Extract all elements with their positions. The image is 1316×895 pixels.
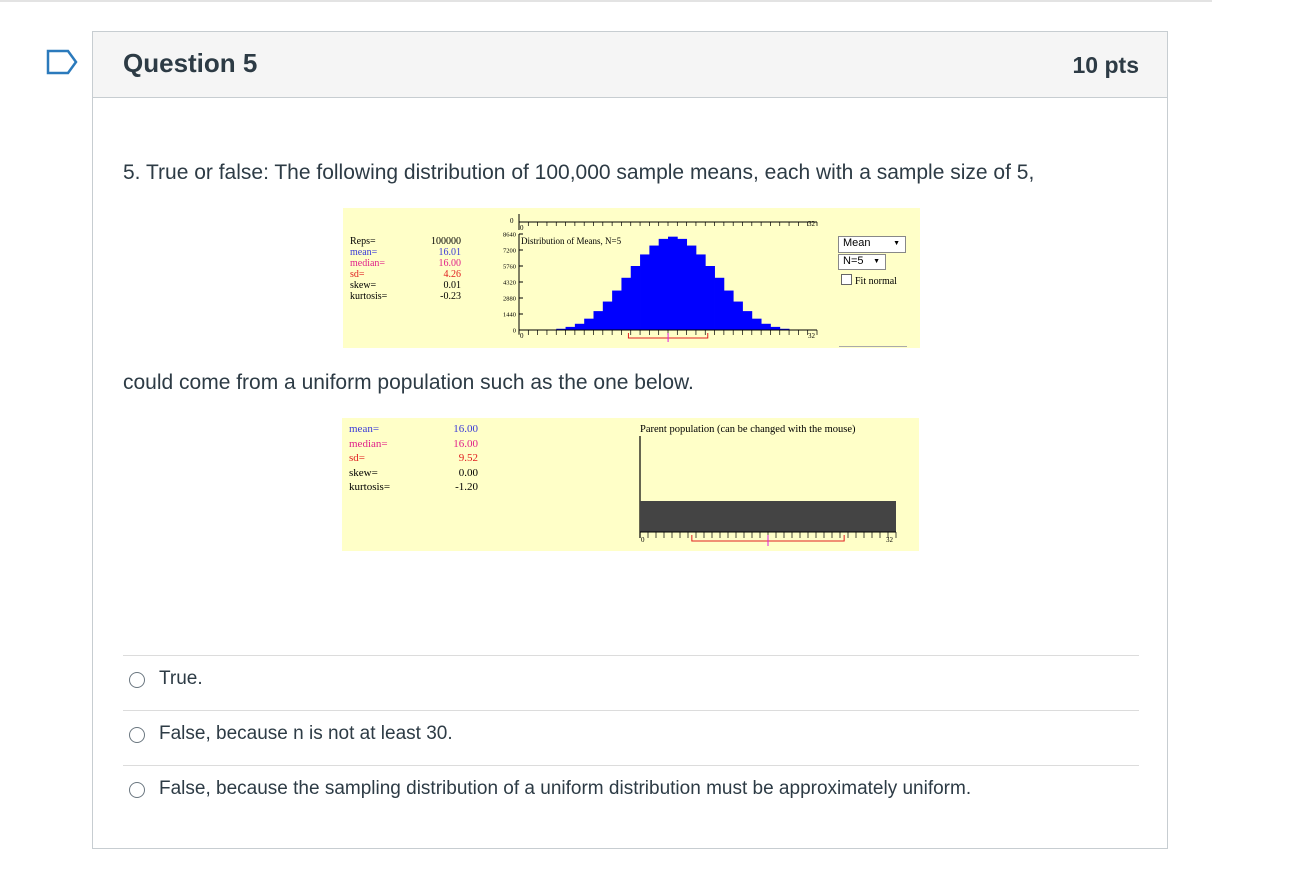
stat-value: 9.52 bbox=[458, 452, 478, 464]
stat-value: 16.00 bbox=[453, 437, 478, 450]
answer-label[interactable]: False, because the sampling distribution of a uniform distribution must be approximately uniform. bbox=[159, 778, 972, 799]
stats-values-1 bbox=[409, 236, 461, 302]
x-tick-label: 0 bbox=[641, 536, 645, 544]
radio-button[interactable] bbox=[129, 727, 145, 743]
top-divider bbox=[0, 0, 1212, 2]
statistic-select[interactable] bbox=[838, 236, 906, 253]
population-bar bbox=[640, 501, 896, 532]
dropdown-arrow-icon: ▼ bbox=[873, 258, 880, 265]
parent-population-applet bbox=[342, 418, 919, 551]
stat-label: kurtosis= bbox=[349, 481, 391, 493]
chart-title: Parent population (can be changed with the mouse) bbox=[640, 424, 856, 435]
histogram-bar bbox=[761, 324, 771, 330]
histogram-bar bbox=[724, 291, 734, 330]
stat-value: 16.00 bbox=[438, 258, 461, 269]
stat-label: sd= bbox=[350, 269, 365, 280]
stat-label: mean= bbox=[350, 247, 378, 258]
stats-values-2 bbox=[426, 422, 478, 495]
question-title: Question 5 bbox=[123, 48, 258, 78]
y-tick-label: 7200 bbox=[503, 247, 516, 255]
dropdown-arrow-icon: ▼ bbox=[893, 240, 900, 247]
stat-value: 100000 bbox=[431, 236, 461, 247]
answer-list bbox=[123, 655, 1139, 820]
question-header bbox=[93, 32, 1167, 98]
checkbox-icon[interactable] bbox=[841, 274, 852, 285]
parent-population-chart[interactable] bbox=[532, 418, 919, 551]
sampling-means-histogram bbox=[483, 208, 833, 348]
histogram-bar bbox=[677, 239, 687, 330]
stat-label: median= bbox=[350, 258, 386, 269]
histogram-bar bbox=[733, 302, 743, 330]
flag-question-icon[interactable] bbox=[46, 49, 78, 75]
histogram-bar bbox=[584, 319, 594, 330]
y-tick-label: 8640 bbox=[503, 231, 516, 239]
stat-label: kurtosis= bbox=[350, 291, 388, 302]
top-axis-x-label: 0 bbox=[520, 224, 524, 232]
stat-value: -0.23 bbox=[440, 291, 461, 302]
stat-label: median= bbox=[349, 437, 388, 450]
radio-button[interactable] bbox=[129, 782, 145, 798]
control-edge bbox=[839, 346, 907, 347]
histogram-bar bbox=[649, 246, 659, 330]
histogram-bar bbox=[752, 319, 762, 330]
radio-button[interactable] bbox=[129, 672, 145, 688]
histogram-bar bbox=[640, 254, 650, 330]
histogram-bar bbox=[621, 278, 631, 330]
answer-label[interactable]: True. bbox=[159, 668, 203, 689]
histogram-bar bbox=[603, 302, 613, 330]
chart-title: Distribution of Means, N=5 bbox=[521, 236, 622, 246]
question-text-after: could come from a uniform population such as the one below. bbox=[123, 371, 694, 394]
stat-label: sd= bbox=[349, 452, 365, 464]
stats-labels-2 bbox=[349, 422, 419, 495]
top-axis-y-label: 0 bbox=[510, 217, 514, 225]
sample-size-select[interactable] bbox=[838, 254, 886, 270]
x-tick-label: 32 bbox=[808, 332, 815, 340]
question-card bbox=[92, 31, 1168, 849]
y-tick-label: 1440 bbox=[503, 311, 516, 319]
answer-option-false-n30[interactable] bbox=[123, 710, 1139, 765]
y-tick-label: 4320 bbox=[503, 279, 516, 287]
stat-label: mean= bbox=[349, 423, 380, 435]
histogram-bar bbox=[594, 311, 604, 330]
sample-size-select-value: N=5 bbox=[843, 255, 864, 267]
statistic-select-value: Mean bbox=[843, 237, 871, 249]
histogram-bar bbox=[743, 311, 753, 330]
stat-value: 4.26 bbox=[443, 269, 461, 280]
stat-value: 0.01 bbox=[443, 280, 461, 291]
y-tick-label: 0 bbox=[512, 327, 516, 335]
answer-option-false-uniform[interactable] bbox=[123, 765, 1139, 820]
y-tick-label: 2880 bbox=[503, 295, 516, 303]
histogram-bar bbox=[612, 291, 622, 330]
question-text-before: 5. True or false: The following distribution of 100,000 sample means, each with a sample size of 5, bbox=[123, 161, 1035, 184]
stat-label: skew= bbox=[350, 280, 377, 291]
stat-label: skew= bbox=[349, 466, 378, 479]
sampling-distribution-applet bbox=[343, 208, 920, 348]
top-axis-x-label: 32 bbox=[808, 220, 815, 228]
histogram-bar bbox=[696, 254, 706, 330]
histogram-bar bbox=[668, 237, 678, 330]
answer-option-true[interactable] bbox=[123, 655, 1139, 710]
histogram-bar bbox=[631, 266, 641, 330]
stat-value: -1.20 bbox=[455, 481, 478, 493]
histogram-bar bbox=[705, 266, 715, 330]
histogram-bar bbox=[687, 246, 697, 330]
stat-label: Reps= bbox=[350, 236, 376, 247]
y-tick-label: 5760 bbox=[503, 263, 516, 271]
x-tick-label: 32 bbox=[886, 536, 893, 544]
answer-label[interactable]: False, because n is not at least 30. bbox=[159, 723, 453, 744]
stat-value: 16.00 bbox=[453, 423, 478, 435]
stat-value: 0.00 bbox=[458, 466, 478, 479]
histogram-bar bbox=[715, 278, 725, 330]
stat-value: 16.01 bbox=[438, 247, 461, 258]
question-points: 10 pts bbox=[1072, 52, 1139, 78]
fit-normal-checkbox[interactable] bbox=[841, 274, 897, 287]
fit-normal-label: Fit normal bbox=[855, 276, 897, 287]
histogram-bar bbox=[659, 239, 669, 330]
x-tick-label: 0 bbox=[520, 332, 524, 340]
histogram-bar bbox=[575, 324, 585, 330]
